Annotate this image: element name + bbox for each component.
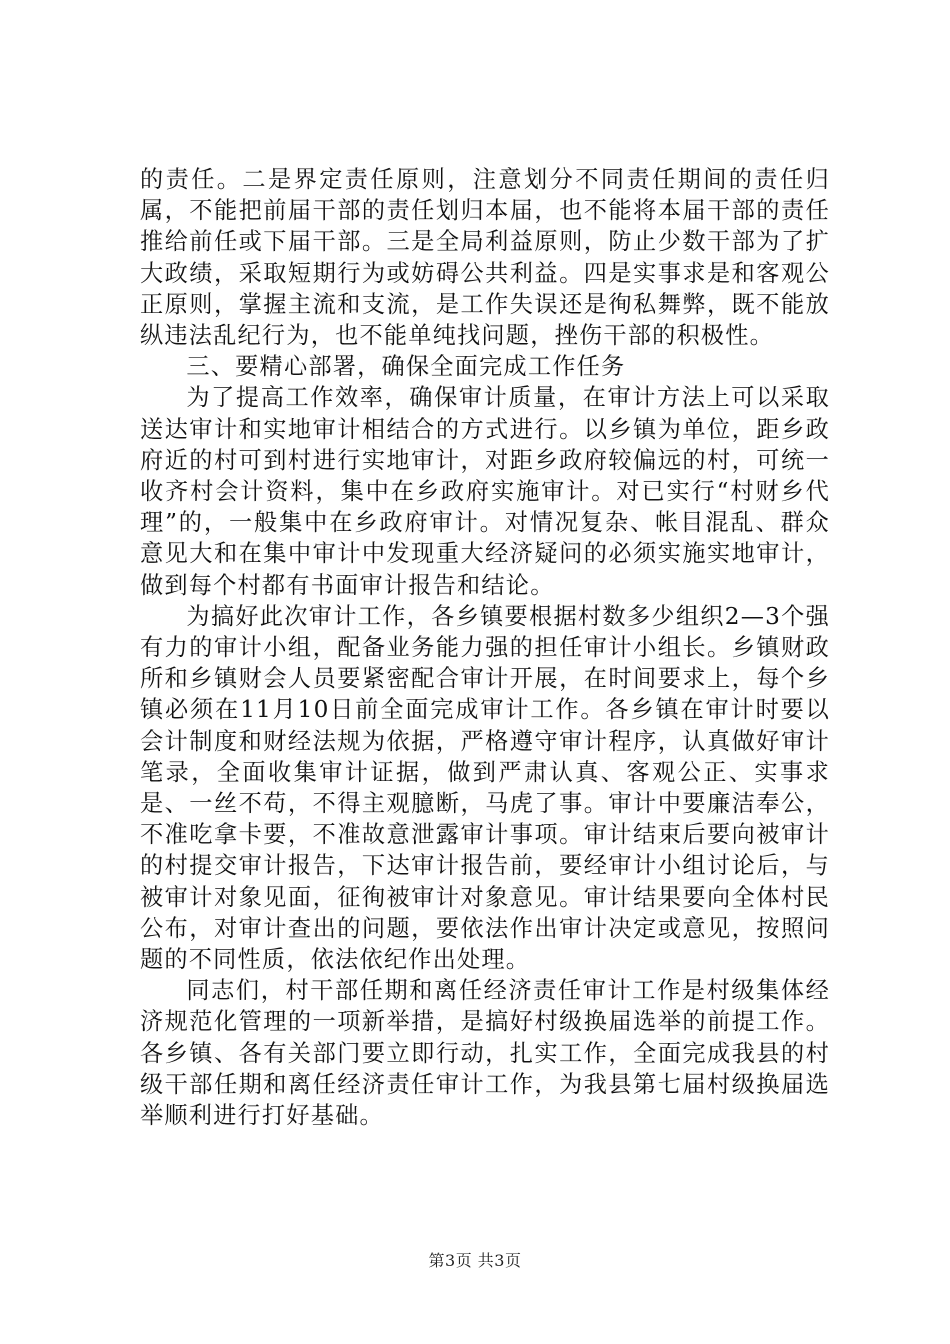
page-footer: 第3页 共3页 <box>428 1251 522 1270</box>
section-heading-three: 三、要精心部署，确保全面完成工作任务 <box>186 353 626 381</box>
paragraph-closing: 同志们，村干部任期和离任经济责任审计工作是村级集体经济规范化管理的一项新举措，是搞好村级换届选举的前提工作。各乡镇、各有关部门要立即行动，扎实工作，全面完成我县的村级干部任期和离任经济责任审计工作，为我县第七届村级换届选举顺利进行打好基础。 <box>140 977 830 1130</box>
document-body <box>140 164 830 1131</box>
paragraph-principles-continued: 的责任。二是界定责任原则，注意划分不同责任期间的责任归属，不能把前届干部的责任划归本届，也不能将本届干部的责任推给前任或下届干部。三是全局利益原则，防止少数干部为了扩大政绩，采取短期行为或妨碍公共利益。四是实事求是和客观公正原则，掌握主流和支流，是工作失误还是徇私舞弊，既不能放纵违法乱纪行为，也不能单纯找问题，挫伤干部的积极性。 <box>140 166 830 350</box>
paragraph-audit-team: 为搞好此次审计工作，各乡镇要根据村数多少组织2—3个强有力的审计小组，配备业务能力强的担任审计小组长。乡镇财政所和乡镇财会人员要紧密配合审计开展，在时间要求上，每个乡镇必须在11月10日前全面完成审计工作。各乡镇在审计时要以会计制度和财经法规为依据，严格遵守审计程序，认真做好审计笔录，全面收集审计证据，做到严肃认真、客观公正、实事求是、一丝不苟，不得主观臆断，马虎了事。审计中要廉洁奉公，不准吃拿卡要，不准故意泄露审计事项。审计结束后要向被审计的村提交审计报告，下达审计报告前，要经审计小组讨论后，与被审计对象见面，征徇被审计对象意见。审计结果要向全体村民公布，对审计查出的问题，要依法作出审计决定或意见，按照问题的不同性质，依法依纪作出处理。 <box>140 602 830 974</box>
paragraph-audit-method: 为了提高工作效率，确保审计质量，在审计方法上可以采取送达审计和实地审计相结合的方式进行。以乡镇为单位，距乡政府近的村可到村进行实地审计，对距乡政府较偏远的村，可统一收齐村会计资料，集中在乡政府实施审计。对已实行“村财乡代理”的，一般集中在乡政府审计。对情况复杂、帐目混乱、群众意见大和在集中审计中发现重大经济疑问的必须实施实地审计，做到每个村都有书面审计报告和结论。 <box>140 384 830 599</box>
